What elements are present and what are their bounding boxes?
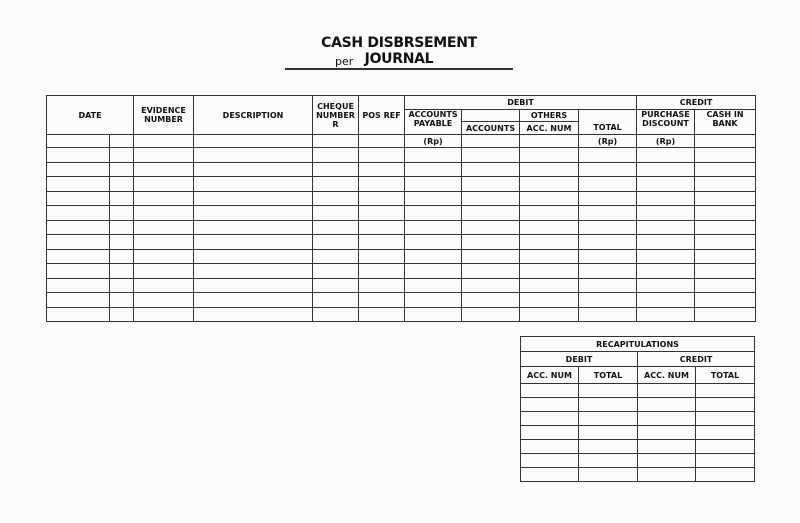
header-total: TOTAL [579,122,637,135]
table-cell[interactable] [520,148,579,163]
table-cell[interactable] [695,162,756,177]
table-cell[interactable] [520,220,579,235]
table-cell[interactable] [638,440,696,454]
table-cell[interactable] [405,177,462,192]
header-credit: CREDIT [637,96,756,110]
table-cell[interactable] [405,235,462,250]
table-cell[interactable] [134,264,194,279]
table-cell[interactable] [405,162,462,177]
table-cell[interactable] [110,177,134,192]
table-cell[interactable] [47,191,110,206]
table-cell[interactable] [462,177,520,192]
table-cell[interactable] [637,293,695,308]
table-row [47,293,756,308]
table-cell[interactable] [134,307,194,322]
table-cell[interactable] [638,468,696,482]
table-cell[interactable] [521,384,579,398]
table-cell[interactable] [695,278,756,293]
recap-debit-total: TOTAL [579,367,638,384]
table-cell[interactable] [313,220,359,235]
table-cell[interactable] [638,412,696,426]
table-cell[interactable] [695,148,756,163]
table-cell[interactable] [637,278,695,293]
table-cell[interactable] [637,162,695,177]
table-cell[interactable] [696,412,755,426]
table-cell[interactable] [637,177,695,192]
table-cell[interactable] [359,307,405,322]
table-cell[interactable] [579,398,638,412]
table-cell[interactable] [359,177,405,192]
table-cell[interactable] [520,307,579,322]
table-cell[interactable] [520,235,579,250]
table-cell[interactable] [520,206,579,221]
table-cell[interactable] [134,206,194,221]
table-cell[interactable] [520,249,579,264]
table-cell[interactable] [359,162,405,177]
table-cell[interactable] [134,191,194,206]
table-cell[interactable] [579,206,637,221]
table-cell[interactable] [579,384,638,398]
table-cell[interactable] [462,162,520,177]
table-cell[interactable] [521,412,579,426]
table-cell[interactable] [110,249,134,264]
table-cell[interactable] [194,148,313,163]
table-cell[interactable] [521,468,579,482]
table-cell[interactable] [405,191,462,206]
table-cell[interactable] [462,307,520,322]
table-cell[interactable] [695,206,756,221]
table-cell[interactable] [520,162,579,177]
table-cell[interactable] [637,206,695,221]
table-cell[interactable] [110,191,134,206]
table-cell[interactable] [579,307,637,322]
table-cell[interactable] [47,264,110,279]
table-cell[interactable] [696,426,755,440]
table-cell[interactable] [134,148,194,163]
table-cell[interactable] [313,177,359,192]
table-cell[interactable] [520,191,579,206]
table-cell[interactable] [521,398,579,412]
table-cell[interactable] [462,220,520,235]
table-cell[interactable] [359,293,405,308]
table-row [521,440,755,454]
table-cell[interactable] [359,148,405,163]
table-cell[interactable] [695,220,756,235]
header-acc-num: ACC. NUM [520,122,579,135]
header-evidence-number: EVIDENCE NUMBER [134,96,194,135]
table-cell[interactable] [134,249,194,264]
table-cell[interactable] [359,206,405,221]
table-cell[interactable] [47,278,110,293]
recapitulations-table [520,336,755,482]
table-cell[interactable] [313,206,359,221]
table-cell[interactable] [110,293,134,308]
header-pos-ref: POS REF [359,96,405,135]
table-cell[interactable] [134,177,194,192]
table-cell[interactable] [520,278,579,293]
table-cell[interactable] [47,177,110,192]
header-debit: DEBIT [405,96,637,110]
table-cell[interactable] [462,278,520,293]
table-cell[interactable] [521,426,579,440]
table-cell[interactable] [462,235,520,250]
header-purchase-discount: PURCHASE DISCOUNT [637,110,695,135]
table-cell[interactable] [695,293,756,308]
table-cell[interactable] [359,278,405,293]
table-cell[interactable] [695,235,756,250]
table-cell[interactable] [462,148,520,163]
table-cell[interactable] [313,307,359,322]
table-cell[interactable] [637,191,695,206]
table-cell[interactable] [520,264,579,279]
table-cell[interactable] [47,307,110,322]
table-cell[interactable] [520,177,579,192]
table-row [47,162,756,177]
journal-table [46,95,756,322]
table-cell[interactable] [695,177,756,192]
table-cell[interactable] [110,264,134,279]
table-cell[interactable] [696,468,755,482]
table-row [47,249,756,264]
table-cell[interactable] [405,249,462,264]
table-cell[interactable] [47,148,110,163]
unit-label: (Rp) [637,135,695,148]
table-cell[interactable] [47,235,110,250]
table-cell[interactable] [696,440,755,454]
table-cell[interactable] [579,220,637,235]
table-cell[interactable] [638,398,696,412]
table-row [521,426,755,440]
table-cell[interactable] [110,307,134,322]
recap-debit: DEBIT [521,352,638,367]
table-cell[interactable] [579,177,637,192]
table-cell[interactable] [579,454,638,468]
table-row [47,220,756,235]
table-cell[interactable] [579,249,637,264]
table-cell[interactable] [579,148,637,163]
table-cell[interactable] [637,307,695,322]
table-cell[interactable] [194,206,313,221]
table-cell[interactable] [405,148,462,163]
table-row [521,468,755,482]
table-cell[interactable] [579,293,637,308]
table-row [47,206,756,221]
recap-credit-acc-num: ACC. NUM [638,367,696,384]
table-cell[interactable] [359,264,405,279]
table-cell[interactable] [47,249,110,264]
table-cell[interactable] [579,162,637,177]
table-row [47,307,756,322]
table-cell[interactable] [110,220,134,235]
table-cell[interactable] [313,293,359,308]
header-cheque-number: CHEQUE NUMBER R [313,96,359,135]
table-cell[interactable] [194,249,313,264]
header-accounts-payable: ACCOUNTS PAYABLE [405,110,462,135]
table-cell[interactable] [521,440,579,454]
table-cell[interactable] [637,235,695,250]
table-cell[interactable] [637,264,695,279]
table-cell[interactable] [405,220,462,235]
recap-title: RECAPITULATIONS [521,337,755,352]
table-cell[interactable] [462,293,520,308]
table-cell[interactable] [110,148,134,163]
table-cell[interactable] [194,307,313,322]
recap-debit-acc-num: ACC. NUM [521,367,579,384]
table-cell[interactable] [462,191,520,206]
table-cell[interactable] [638,384,696,398]
table-cell[interactable] [47,293,110,308]
period-line: per [285,55,513,69]
table-cell[interactable] [405,278,462,293]
table-cell[interactable] [521,454,579,468]
table-cell[interactable] [462,264,520,279]
table-cell[interactable] [313,235,359,250]
table-cell[interactable] [405,264,462,279]
table-cell[interactable] [110,278,134,293]
table-row [521,412,755,426]
table-cell[interactable] [696,398,755,412]
table-cell[interactable] [194,235,313,250]
recap-credit-total: TOTAL [696,367,755,384]
table-cell[interactable] [405,206,462,221]
table-cell[interactable] [313,264,359,279]
table-cell[interactable] [462,249,520,264]
header-description: DESCRIPTION [194,96,313,135]
header-others: OTHERS [520,110,579,122]
table-cell[interactable] [194,278,313,293]
table-row [521,454,755,468]
table-cell[interactable] [520,293,579,308]
table-cell[interactable] [194,264,313,279]
table-cell[interactable] [579,264,637,279]
table-cell[interactable] [134,293,194,308]
table-cell[interactable] [194,191,313,206]
table-cell[interactable] [194,293,313,308]
table-cell[interactable] [134,278,194,293]
table-cell[interactable] [313,148,359,163]
table-row [47,148,756,163]
table-cell[interactable] [579,468,638,482]
table-cell[interactable] [579,412,638,426]
table-cell[interactable] [194,177,313,192]
table-row [47,177,756,192]
header-cash-in-bank: CASH IN BANK [695,110,756,135]
table-cell[interactable] [696,454,755,468]
table-cell[interactable] [134,235,194,250]
unit-label: (Rp) [579,135,637,148]
table-cell[interactable] [696,384,755,398]
table-row [47,191,756,206]
table-cell[interactable] [695,249,756,264]
table-row [47,235,756,250]
table-cell[interactable] [638,454,696,468]
table-cell[interactable] [637,220,695,235]
table-cell[interactable] [359,249,405,264]
table-cell[interactable] [313,162,359,177]
table-cell[interactable] [134,220,194,235]
table-cell[interactable] [313,191,359,206]
table-cell[interactable] [405,293,462,308]
table-cell[interactable] [110,206,134,221]
table-cell[interactable] [359,220,405,235]
table-cell[interactable] [47,162,110,177]
header-date: DATE [47,96,134,135]
table-row [47,264,756,279]
table-cell[interactable] [110,235,134,250]
table-cell[interactable] [359,235,405,250]
table-cell[interactable] [313,249,359,264]
table-cell[interactable] [134,162,194,177]
table-cell[interactable] [405,307,462,322]
unit-label: (Rp) [405,135,462,148]
table-cell[interactable] [47,206,110,221]
table-cell[interactable] [637,148,695,163]
table-cell[interactable] [110,162,134,177]
table-cell[interactable] [695,307,756,322]
table-cell[interactable] [579,235,637,250]
table-cell[interactable] [47,220,110,235]
table-cell[interactable] [638,426,696,440]
table-cell[interactable] [194,220,313,235]
table-cell[interactable] [313,278,359,293]
table-row [47,278,756,293]
header-accounts: ACCOUNTS [462,122,520,135]
table-cell[interactable] [359,191,405,206]
table-cell[interactable] [579,278,637,293]
table-cell[interactable] [579,426,638,440]
table-row [521,398,755,412]
table-cell[interactable] [194,162,313,177]
table-cell[interactable] [637,249,695,264]
table-cell[interactable] [695,264,756,279]
table-cell[interactable] [579,440,638,454]
table-cell[interactable] [462,206,520,221]
table-cell[interactable] [695,191,756,206]
table-cell[interactable] [579,191,637,206]
recap-credit: CREDIT [638,352,755,367]
table-row [521,384,755,398]
page-title: CASH DISBRSEMENT JOURNAL [285,35,513,70]
